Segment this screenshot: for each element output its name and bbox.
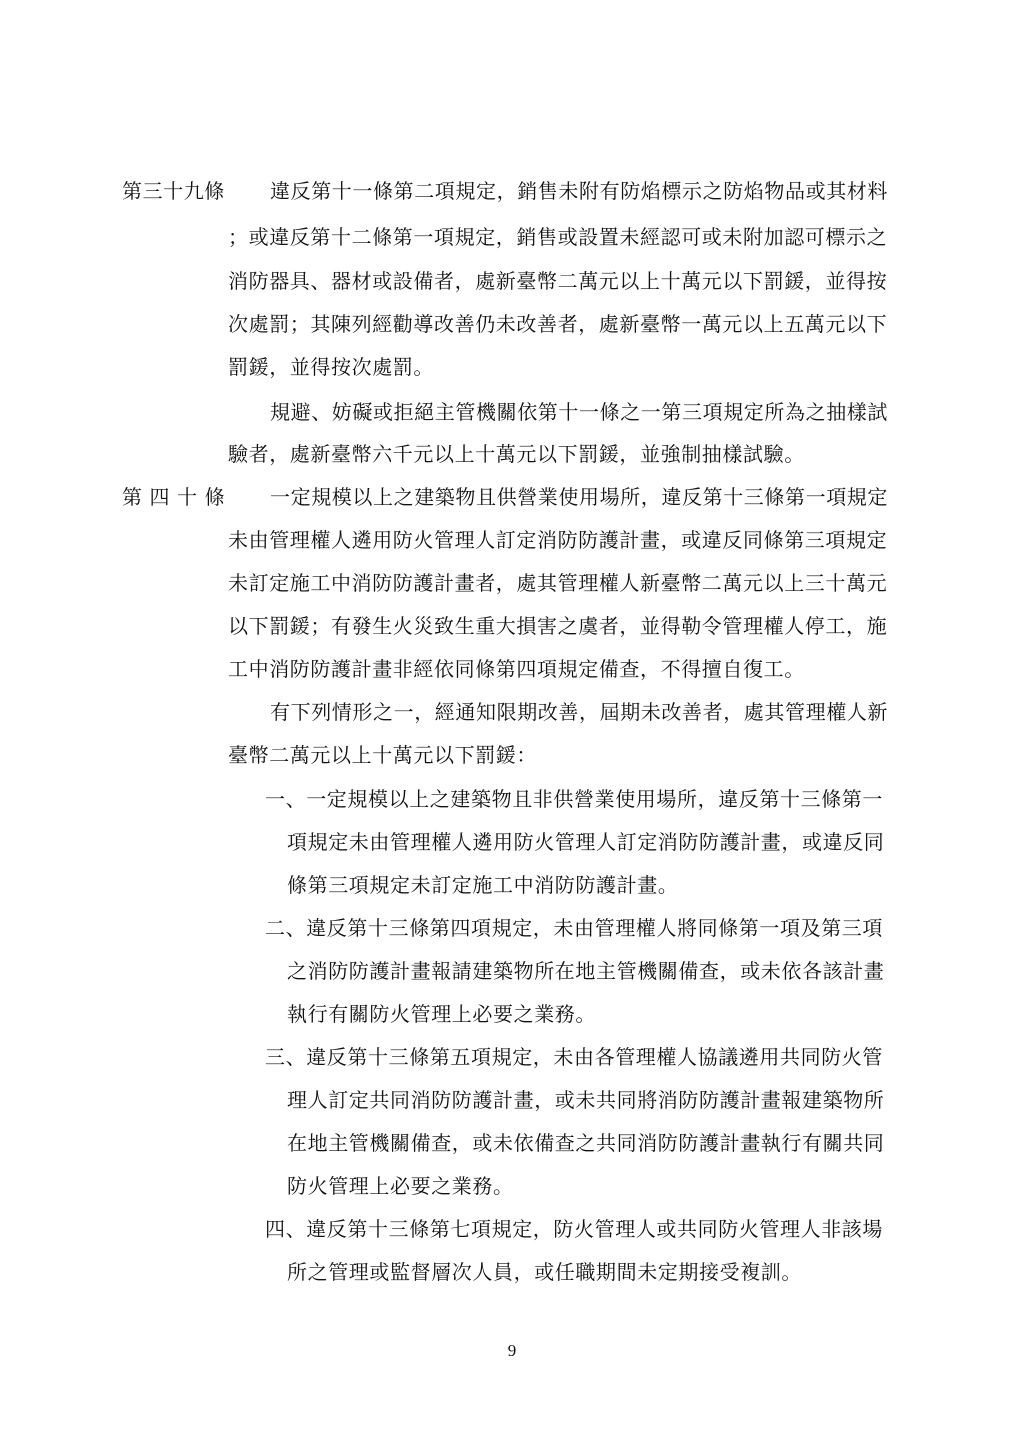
list-item-3-line4: 防火管理上必要之業務。 (287, 1174, 514, 1198)
article-39-para1-line1: 違反第十一條第二項規定，銷售未附有防焰標示之防焰物品或其材料 (270, 179, 888, 203)
article-39-para2-line2: 驗者，處新臺幣六千元以上十萬元以下罰鍰，並強制抽樣試驗。 (228, 442, 805, 466)
list-item-1-line1: 一、一定規模以上之建築物且非供營業使用場所，違反第十三條第一 (265, 787, 883, 811)
list-item-4-line1: 四、違反第十三條第七項規定，防火管理人或共同防火管理人非該場 (265, 1217, 883, 1241)
article-40-para1-line2: 未由管理權人遴用防火管理人訂定消防防護計畫，或違反同條第三項規定 (228, 528, 888, 552)
list-item-4-line2: 所之管理或監督層次人員，或任職期間未定期接受複訓。 (287, 1260, 802, 1284)
article-40-para1-line3: 未訂定施工中消防防護計畫者，處其管理權人新臺幣二萬元以上三十萬元 (228, 571, 888, 595)
list-item-2-line3: 執行有關防火管理上必要之業務。 (287, 1002, 596, 1026)
article-39-para1-line2: ；或違反第十二條第一項規定，銷售或設置未經認可或未附加認可標示之 (228, 225, 888, 249)
article-39-number: 第三十九條 (122, 179, 225, 203)
article-40-number: 第 四 十 條 (122, 485, 226, 509)
list-item-2-line2: 之消防防護計畫報請建築物所在地主管機關備查，或未依各該計畫 (287, 959, 885, 983)
article-39-para1-line3: 消防器具、器材或設備者，處新臺幣二萬元以上十萬元以下罰鍰，並得按 (228, 269, 888, 293)
list-item-1-line3: 條第三項規定未訂定施工中消防防護計畫。 (287, 873, 679, 897)
list-item-3-line2: 理人訂定共同消防防護計畫，或未共同將消防防護計畫報建築物所 (287, 1088, 885, 1112)
list-item-3-line3: 在地主管機關備查，或未依備查之共同消防防護計畫執行有關共同 (287, 1131, 885, 1155)
article-40-para1-line1: 一定規模以上之建築物且供營業使用場所，違反第十三條第一項規定 (270, 485, 888, 509)
article-40-para1-line4: 以下罰鍰；有發生火災致生重大損害之虞者，並得勒令管理權人停工，施 (228, 614, 888, 638)
article-40-para2-line1: 有下列情形之一，經通知限期改善，屆期未改善者，處其管理權人新 (270, 700, 888, 724)
article-39-para2-line1: 規避、妨礙或拒絕主管機關依第十一條之一第三項規定所為之抽樣試 (270, 400, 888, 424)
article-40-para1-line5: 工中消防防護計畫非經依同條第四項規定備查，不得擅自復工。 (228, 657, 805, 681)
list-item-3-line1: 三、違反第十三條第五項規定，未由各管理權人協議遴用共同防火管 (265, 1045, 883, 1069)
page-number: 9 (507, 1341, 517, 1360)
list-item-1-line2: 項規定未由管理權人遴用防火管理人訂定消防防護計畫，或違反同 (287, 830, 885, 854)
article-40-para2-line2: 臺幣二萬元以上十萬元以下罰鍰： (228, 743, 537, 767)
article-39-para1-line5: 罰鍰，並得按次處罰。 (228, 355, 434, 379)
article-39-para1-line4: 次處罰；其陳列經勸導改善仍未改善者，處新臺幣一萬元以上五萬元以下 (228, 312, 888, 336)
list-item-2-line1: 二、違反第十三條第四項規定，未由管理權人將同條第一項及第三項 (265, 916, 883, 940)
